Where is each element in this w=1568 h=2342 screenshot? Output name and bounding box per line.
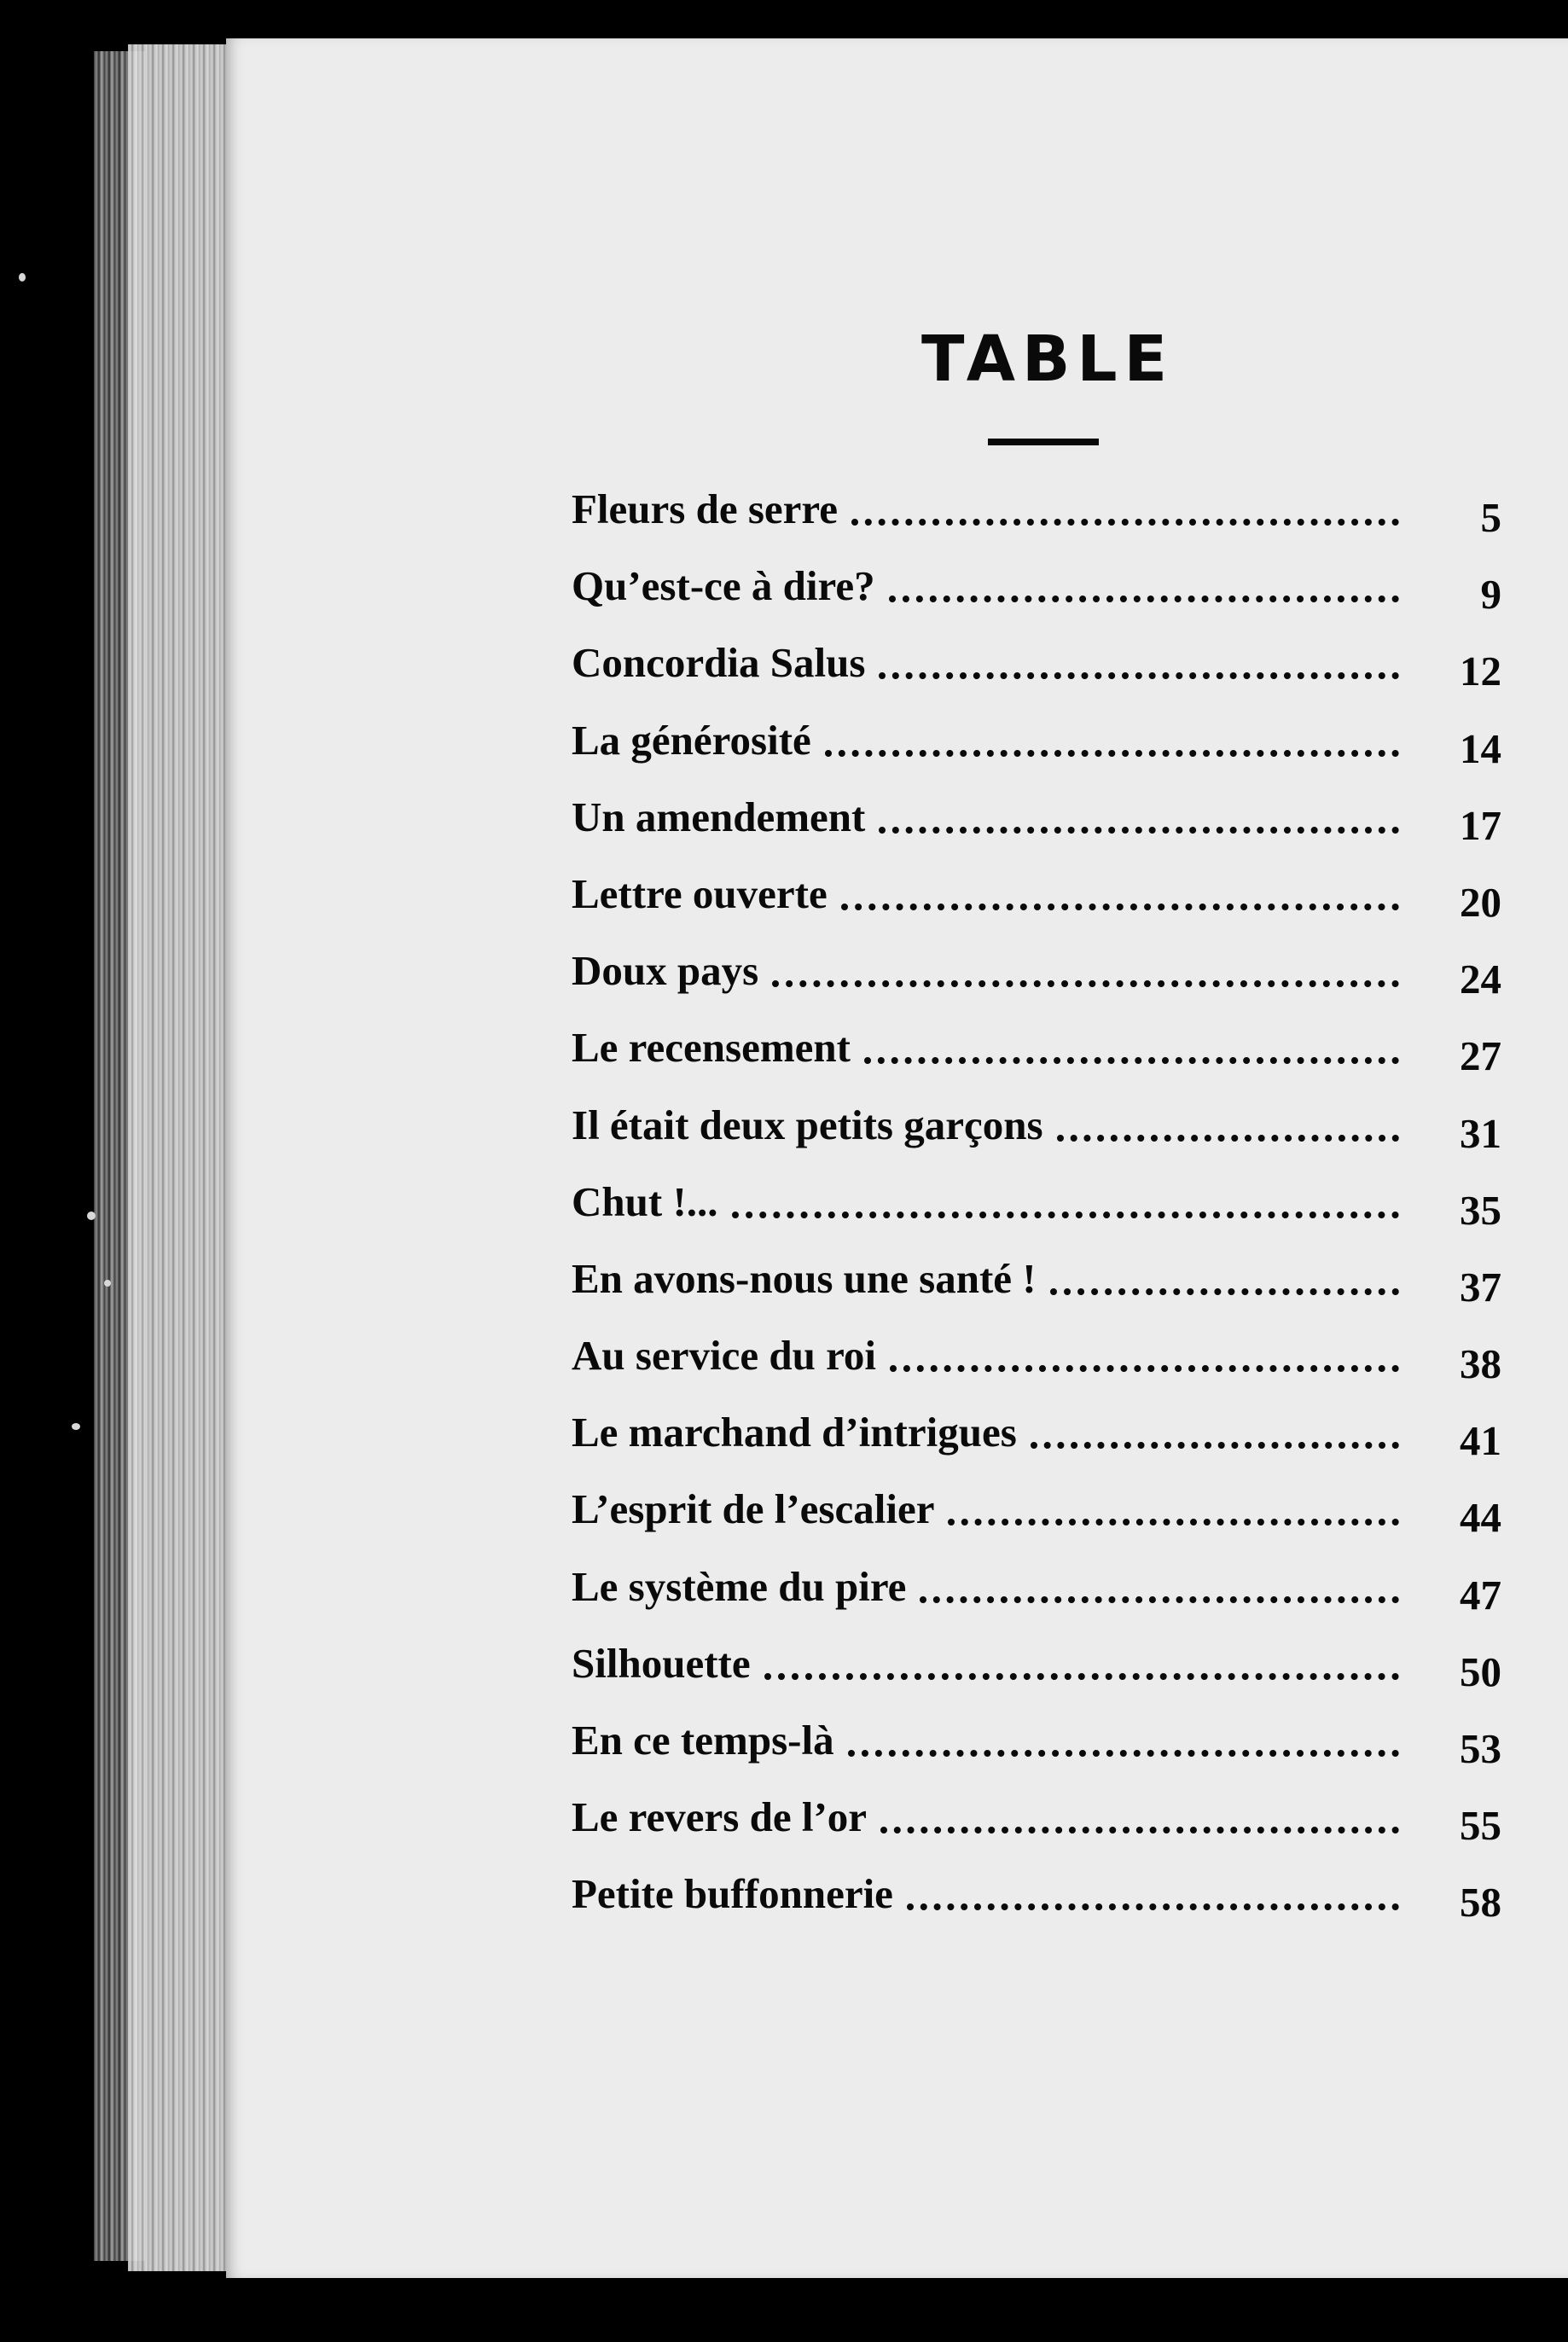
page-title: TABLE [921, 323, 1175, 396]
toc-leader-dots [764, 1648, 1399, 1680]
toc-entry-page: 58 [1460, 1879, 1501, 1926]
toc-entry-page: 20 [1460, 878, 1501, 926]
toc-leader-dots [1050, 1263, 1399, 1295]
toc-entry [572, 1008, 1501, 1084]
toc-leader-dots [848, 1724, 1399, 1757]
toc-leader-dots [1057, 1109, 1399, 1142]
scan-speck [87, 1212, 96, 1220]
toc-entry-page: 31 [1460, 1109, 1501, 1157]
toc-entry [572, 1854, 1501, 1931]
toc-leader-dots [841, 878, 1399, 910]
toc-entry-page: 27 [1460, 1032, 1501, 1080]
toc-entry [572, 854, 1501, 931]
toc-entry-title: L’esprit de l’escalier [572, 1485, 935, 1533]
toc-entry-page: 14 [1460, 724, 1501, 772]
toc-entry-title: Un amendement [572, 793, 866, 840]
toc-entry-title: Qu’est-ce à dire? [572, 562, 875, 610]
toc-entry-title: Fleurs de serre [572, 485, 839, 532]
toc-entry-title: En ce temps-là [572, 1717, 834, 1764]
toc-leader-dots [1031, 1416, 1399, 1449]
toc-entry [572, 1777, 1501, 1854]
toc-entry-page: 5 [1480, 494, 1501, 541]
toc-leader-dots [732, 1186, 1399, 1218]
toc-entry-title: Il était deux petits garçons [572, 1101, 1043, 1148]
toc-entry [572, 777, 1501, 854]
toc-entry-title: Chut !... [572, 1177, 718, 1225]
toc-entry-page: 38 [1460, 1340, 1501, 1388]
toc-entry-page: 41 [1460, 1417, 1501, 1465]
toc-leader-dots [851, 493, 1399, 526]
toc-entry-page: 35 [1460, 1186, 1501, 1234]
toc-entry [572, 546, 1501, 623]
toc-entry-title: En avons-nous une santé ! [572, 1254, 1037, 1302]
toc-entry-title: Petite buffonnerie [572, 1870, 893, 1918]
toc-entry [572, 469, 1501, 546]
toc-entry [572, 1162, 1501, 1239]
toc-entry [572, 623, 1501, 700]
toc-entry [572, 1239, 1501, 1316]
toc-entry [572, 1700, 1501, 1777]
toc-entry-page: 44 [1460, 1494, 1501, 1542]
toc-leader-dots [772, 955, 1399, 987]
toc-leader-dots [889, 570, 1399, 602]
toc-entry-title: Silhouette [572, 1639, 751, 1687]
toc-entry-page: 55 [1460, 1802, 1501, 1850]
toc-leader-dots [879, 801, 1399, 834]
scan-speck [72, 1423, 80, 1430]
toc-leader-dots [948, 1493, 1399, 1525]
toc-entry-page: 12 [1460, 648, 1501, 695]
toc-entry [572, 1547, 1501, 1624]
scan-speck [19, 273, 26, 282]
toc-entry-title: Doux pays [572, 947, 759, 995]
toc-leader-dots [825, 724, 1399, 757]
toc-entry-title: Au service du roi [572, 1332, 877, 1380]
toc-entry-title: Le revers de l’or [572, 1793, 868, 1841]
toc-leader-dots [864, 1032, 1399, 1064]
toc-entry [572, 1469, 1501, 1546]
toc-entry-page: 53 [1460, 1725, 1501, 1772]
toc-entry [572, 1392, 1501, 1469]
toc-entry-title: Le système du pire [572, 1562, 907, 1610]
toc-entry-page: 24 [1460, 956, 1501, 1003]
toc-leader-dots [880, 1801, 1399, 1834]
toc-entry [572, 1316, 1501, 1392]
toc-leader-dots [890, 1340, 1399, 1372]
toc-entry-title: Le recensement [572, 1024, 851, 1072]
title-rule [988, 439, 1099, 445]
toc-entry-page: 17 [1460, 801, 1501, 849]
toc-entry-title: La générosité [572, 716, 811, 764]
toc-entry-page: 47 [1460, 1571, 1501, 1618]
toc-entry-page: 9 [1480, 571, 1501, 619]
toc-leader-dots [907, 1878, 1399, 1910]
toc-entry-title: Lettre ouverte [572, 869, 828, 917]
toc-entry [572, 931, 1501, 1008]
toc-leader-dots [879, 647, 1399, 679]
toc-entry [572, 1624, 1501, 1700]
toc-entry-title: Concordia Salus [572, 639, 866, 687]
toc-entry-page: 50 [1460, 1648, 1501, 1695]
scan-speck [104, 1280, 111, 1287]
toc-entry-page: 37 [1460, 1263, 1501, 1310]
toc-entry-title: Le marchand d’intrigues [572, 1409, 1017, 1456]
toc-entry [572, 1085, 1501, 1162]
toc-leader-dots [920, 1571, 1399, 1603]
table-of-contents [572, 469, 1501, 1932]
toc-entry [572, 700, 1501, 777]
